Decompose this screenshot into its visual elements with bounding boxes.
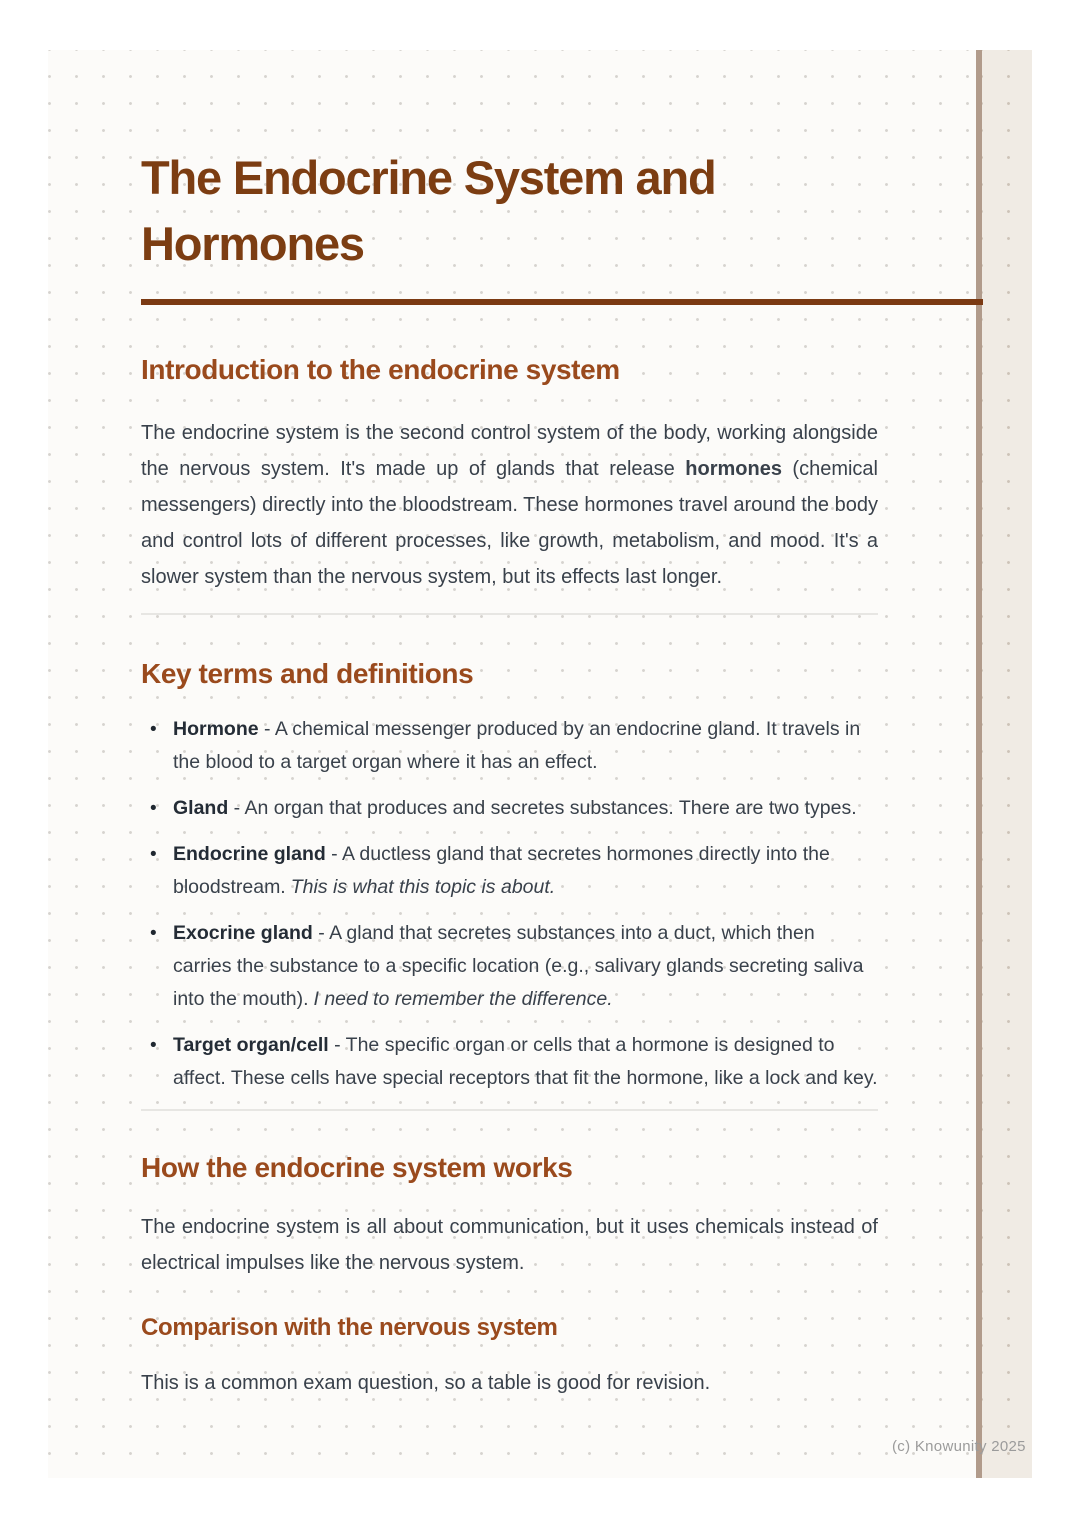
term-label: Exocrine gland [173, 922, 313, 944]
intro-text-before: The endocrine system is the second control system of the body, working alongside the nervous system. It's made up of glands that release [141, 422, 878, 480]
bullet-icon: • [150, 844, 157, 865]
term-definition: The specific organ or cells that a hormone is designed to affect. These cells have special receptors that fit the hormone, like a lock and key. [173, 1034, 878, 1089]
bullet-icon: • [150, 1035, 157, 1056]
list-item [141, 713, 878, 779]
intro-bold-hormones: hormones [685, 458, 782, 480]
term-label: Target organ/cell [173, 1034, 329, 1056]
bullet-icon: • [150, 798, 157, 819]
term-definition: A gland that secretes substances into a duct, which then carries the substance to a specific location (e.g., salivary glands secreting saliva into the mouth). [173, 922, 864, 1010]
section-heading-introduction: Introduction to the endocrine system [141, 354, 620, 385]
bullet-icon: • [150, 923, 157, 944]
how-paragraph: The endocrine system is all about communication, but it uses chemicals instead of electrical impulses like the nervous system. [141, 1216, 878, 1274]
title-rule [141, 299, 983, 305]
watermark: (c) Knowunity 2025 [892, 1438, 1026, 1455]
intro-text-after: (chemical messengers) directly into the bloodstream. These hormones travel around the body and control lots of different processes, like growth, metabolism, and mood. It's a slower system than the nervous system, but its effects last longer. [141, 458, 878, 588]
section-heading-key-terms: Key terms and definitions [141, 658, 474, 689]
subsection-heading-comparison: Comparison with the nervous system [141, 1314, 558, 1341]
term-definition: A ductless gland that secretes hormones directly into the bloodstream. [173, 843, 830, 898]
intro-paragraph [141, 415, 878, 595]
note-content [141, 50, 878, 1397]
section-heading-how-it-works: How the endocrine system works [141, 1152, 573, 1183]
term-note: This is what this topic is about. [290, 876, 556, 898]
section-divider [141, 1109, 878, 1111]
list-item [141, 1029, 878, 1095]
term-definition: A chemical messenger produced by an endocrine gland. It travels in the blood to a target organ where it has an effect. [173, 718, 861, 773]
term-label: Gland [173, 797, 229, 819]
term-definition: An organ that produces and secretes substances. There are two types. [244, 797, 857, 819]
page-edge-strip [982, 50, 1032, 1478]
term-label: Hormone [173, 718, 259, 740]
term-separator: - [328, 1034, 346, 1056]
term-separator: - [325, 843, 343, 865]
comparison-paragraph: This is a common exam question, so a table is good for revision. [141, 1372, 711, 1394]
page-title: The Endocrine System and Hormones [141, 151, 716, 270]
section-divider [141, 613, 878, 615]
term-label: Endocrine gland [173, 843, 326, 865]
key-terms-list [141, 713, 878, 1095]
dotted-paper [48, 50, 1032, 1478]
term-separator: - [228, 797, 245, 819]
bullet-icon: • [150, 719, 157, 740]
term-separator: - [258, 718, 275, 740]
list-item [141, 838, 878, 904]
list-item [141, 917, 878, 1016]
list-item [141, 792, 878, 825]
term-separator: - [312, 922, 330, 944]
term-note: I need to remember the difference. [313, 988, 613, 1010]
